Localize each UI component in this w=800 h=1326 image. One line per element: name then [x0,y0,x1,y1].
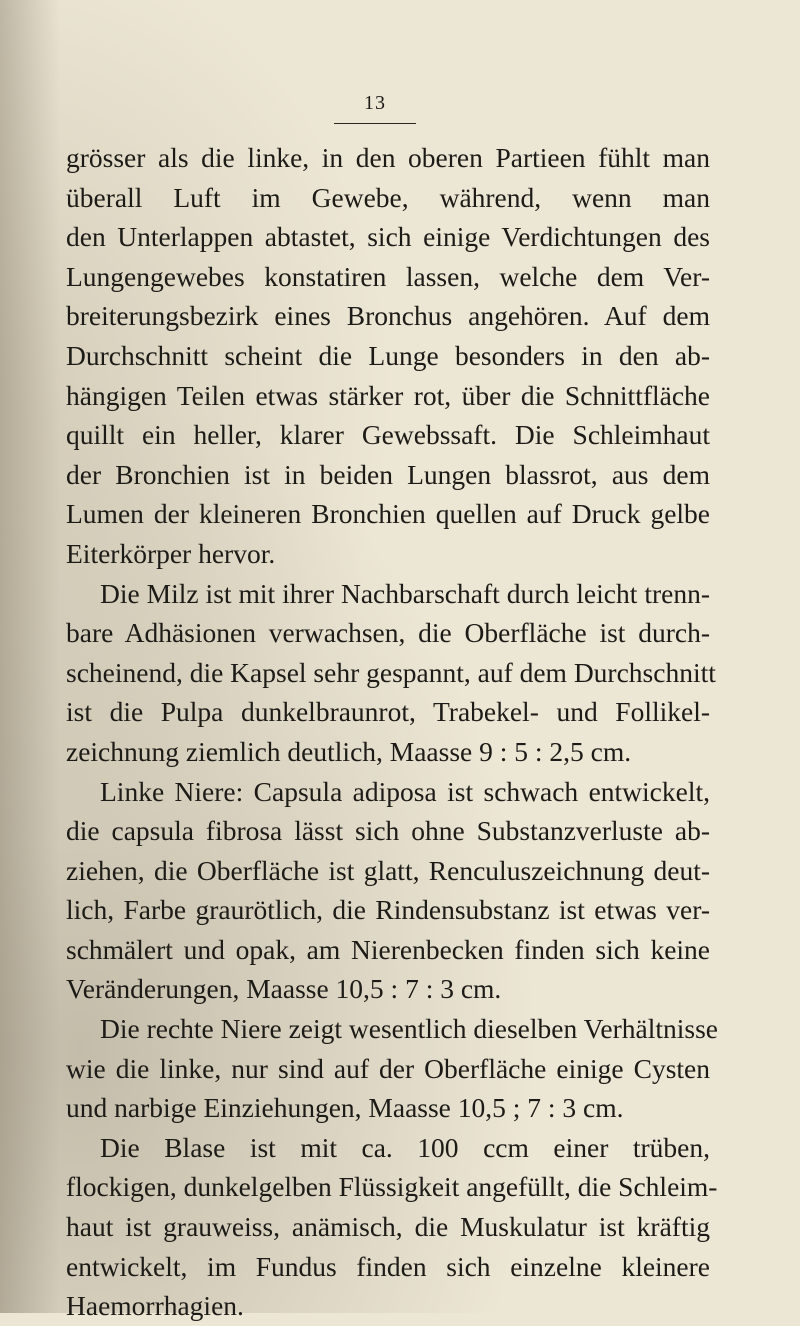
text-line: flockigen, dunkelgelben Flüssigkeit angefüllt, die Schleim- [66,1171,718,1203]
text-line: breiterungsbezirk eines Bronchus angehören. Auf dem [66,300,710,332]
text-line: haut ist grauweiss, anämisch, die Muskulatur ist kräftig [66,1211,710,1243]
text-line: überall Luft im Gewebe, während, wenn man [66,181,710,213]
text-line: der Bronchien ist in beiden Lungen blassrot, aus dem [66,458,710,490]
text-line: zeichnung ziemlich deutlich, Maasse 9 : 5 : 2,5 cm. [66,735,632,767]
text-line: schmälert und opak, am Nierenbecken finden sich keine [66,933,710,965]
text-line: Linke Niere: Capsula adiposa ist schwach entwickelt, [100,775,710,807]
text-line: die capsula fibrosa lässt sich ohne Substanzverluste ab- [66,815,710,847]
text-line: scheinend, die Kapsel sehr gespannt, auf dem Durchschnitt [66,656,716,688]
text-line: Haemorrhagien. [66,1290,244,1322]
text-line: ist die Pulpa dunkelbraunrot, Trabekel- und Follikel- [66,696,710,728]
text-line: Durchschnitt scheint die Lunge besonders in den ab- [66,339,710,371]
header-rule [334,123,416,124]
text-line: Lumen der kleineren Bronchien quellen auf Druck gelbe [66,498,710,530]
text-line: quillt ein heller, klarer Gewebssaft. Die Schleimhaut [66,419,710,451]
text-line: grösser als die linke, in den oberen Partieen fühlt man [66,142,710,173]
text-line: und narbige Einziehungen, Maasse 10,5 ; 7 : 3 cm. [66,1092,624,1124]
page-number: 13 [364,92,386,114]
text-line: lich, Farbe graurötlich, die Rindensubstanz ist etwas ver- [66,894,710,926]
text-line: Die rechte Niere zeigt wesentlich dieselben Verhältnisse [100,1013,718,1045]
body-text [66,138,718,1326]
text-line: Lungengewebes konstatiren lassen, welche dem Ver- [66,260,710,292]
text-line: hängigen Teilen etwas stärker rot, über die Schnittfläche [66,379,710,411]
text-line: Die Milz ist mit ihrer Nachbarschaft durch leicht trenn- [100,577,710,609]
text-line: Eiterkörper hervor. [66,537,276,569]
text-line: den Unterlappen abtastet, sich einige Verdichtungen des [66,221,710,253]
text-line: Veränderungen, Maasse 10,5 : 7 : 3 cm. [66,973,502,1005]
text-line: wie die linke, nur sind auf der Oberfläche einige Cysten [66,1052,710,1084]
text-line: Die Blase ist mit ca. 100 ccm einer trüben, [100,1131,710,1163]
text-line: ziehen, die Oberfläche ist glatt, Renculuszeichnung deut- [66,854,710,886]
text-line: bare Adhäsionen verwachsen, die Oberfläche ist durch- [66,617,710,649]
text-line: entwickelt, im Fundus finden sich einzelne kleinere [66,1250,710,1282]
